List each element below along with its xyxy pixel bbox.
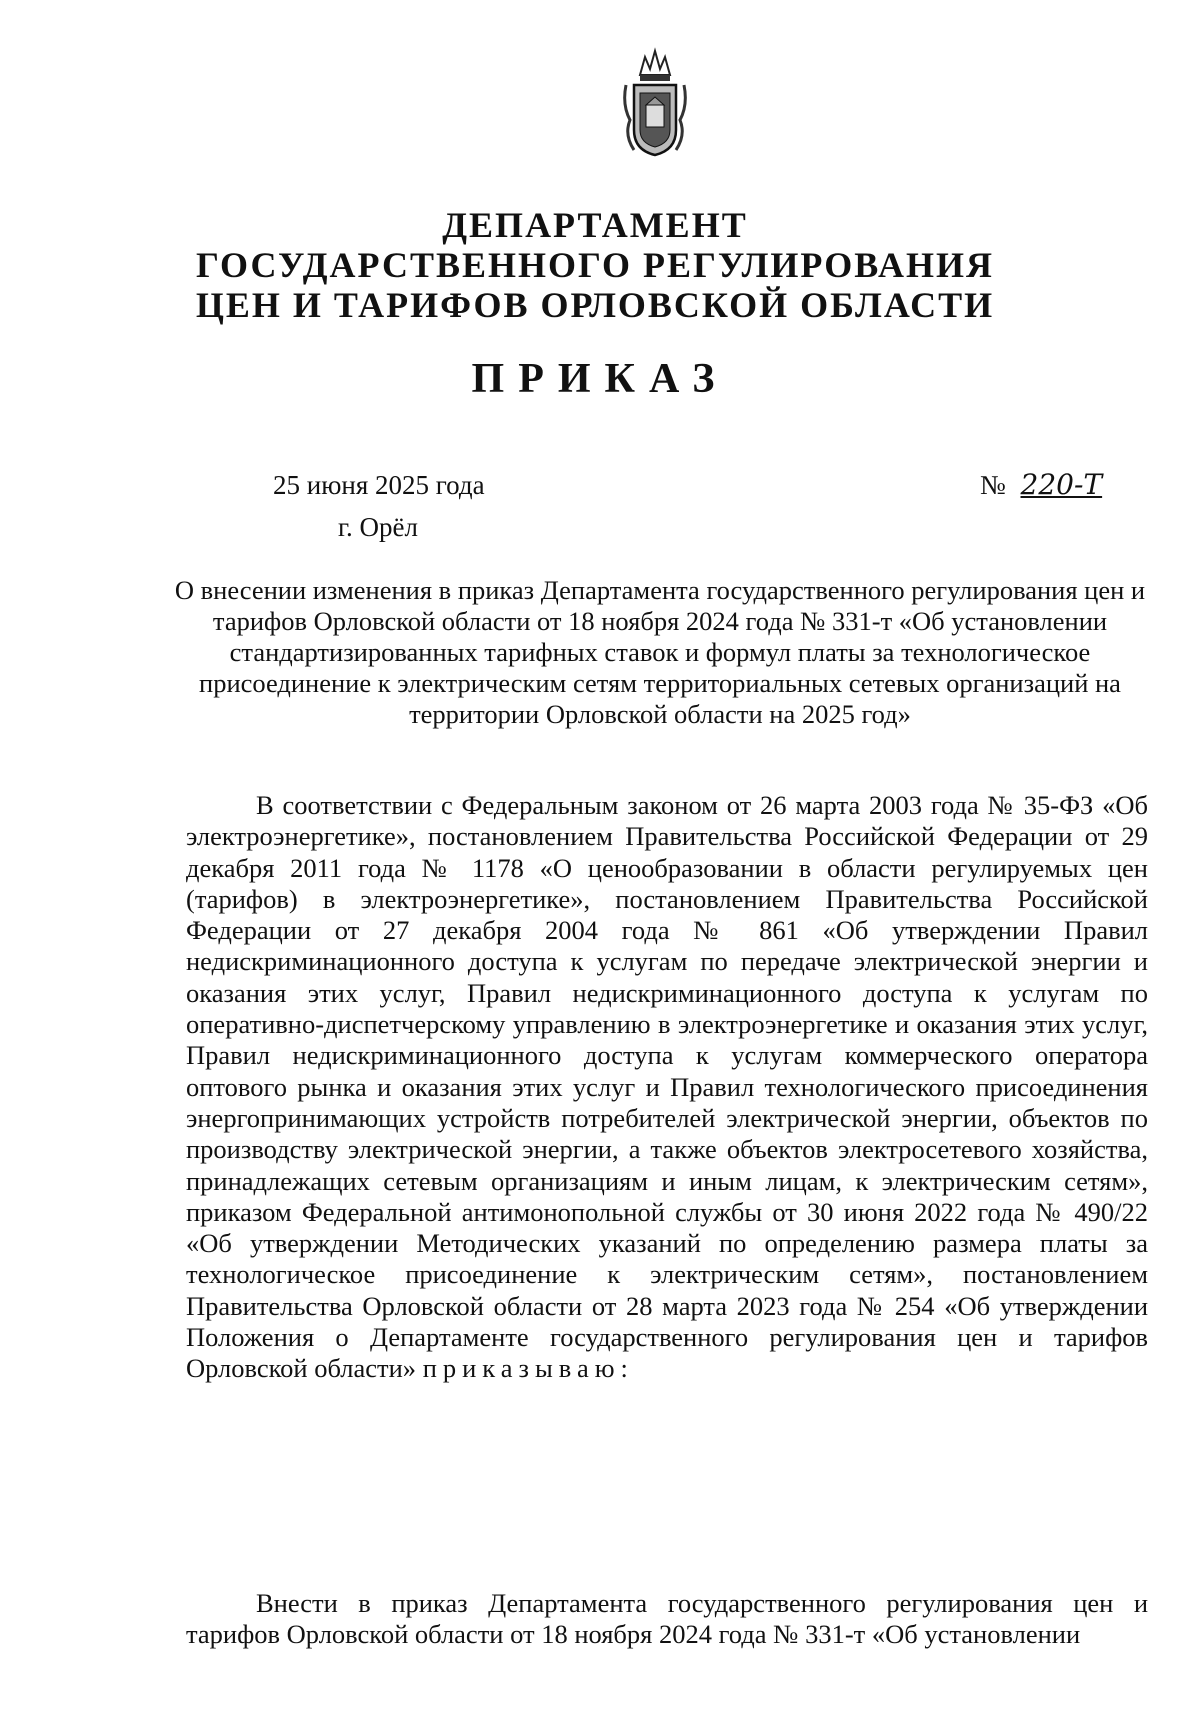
header-line-2: ГОСУДАРСТВЕННОГО РЕГУЛИРОВАНИЯ	[196, 245, 994, 285]
resolution-paragraph: Внести в приказ Департамента государственного регулирования цен и тарифов Орловской области от 18 ноября 2024 года № 331-т «Об установлении	[186, 1588, 1148, 1650]
document-number	[980, 468, 1102, 501]
header-line-1: ДЕПАРТАМЕНТ	[442, 205, 748, 245]
number-value: 220-Т	[1020, 468, 1103, 501]
coat-of-arms-icon	[620, 45, 690, 160]
preamble-paragraph	[186, 790, 1148, 1385]
document-type: ПРИКАЗ	[471, 356, 729, 402]
document-city: г. Орёл	[338, 512, 418, 542]
number-label: №	[980, 470, 1006, 500]
header-line-3: ЦЕН И ТАРИФОВ ОРЛОВСКОЙ ОБЛАСТИ	[195, 285, 995, 325]
department-header	[0, 205, 1200, 325]
order-word: приказываю:	[422, 1353, 634, 1384]
document-title: О внесении изменения в приказ Департамента государственного регулирования цен и тарифов Орловской области от 18 ноября 2024 года № 331-т «Об установлении стандартизированных тарифных ставок и формул платы за технологическое присоединение к электрическим сетям территориальных сетевых организаций на территории Орловской области на 2025 год»	[174, 575, 1146, 729]
document-date: 25 июня 2025 года	[273, 470, 485, 500]
preamble-text: В соответствии с Федеральным законом от 26 марта 2003 года № 35-ФЗ «Об электроэнергетике», постановлением Правительства Российской Федерации от 29 декабря 2011 года № 1178 «О ценообразовании в области регулируемых цен (тарифов) в электроэнергетике», постановлением Правительства Российской Федерации от 27 декабря 2004 года № 861 «Об утверждении Правил недискриминационного доступа к услугам по передаче электрической энергии и оказания этих услуг, Правил недискриминационного доступа к услугам по оперативно-диспетчерскому управлению в электроэнергетике и оказания этих услуг, Правил недискриминационного доступа к услугам коммерческого оператора оптового рынка и оказания этих услуг и Правил технологического присоединения энергопринимающих устройств потребителей электрической энергии, объектов по производству электрической энергии, а также объектов электросетевого хозяйства, принадлежащих сетевым организациям и иным лицам, к электрическим сетям», приказом Федеральной антимонопольной службы от 30 июня 2022 года № 490/22 «Об утверждении Методических указаний по определению размера платы за технологическое присоединение к электрическим сетям», постановлением Правительства Орловской области от 28 марта 2023 года № 254 «Об утверждении Положения о Департаменте государственного регулирования цен и тарифов Орловской области»	[186, 790, 1148, 1384]
